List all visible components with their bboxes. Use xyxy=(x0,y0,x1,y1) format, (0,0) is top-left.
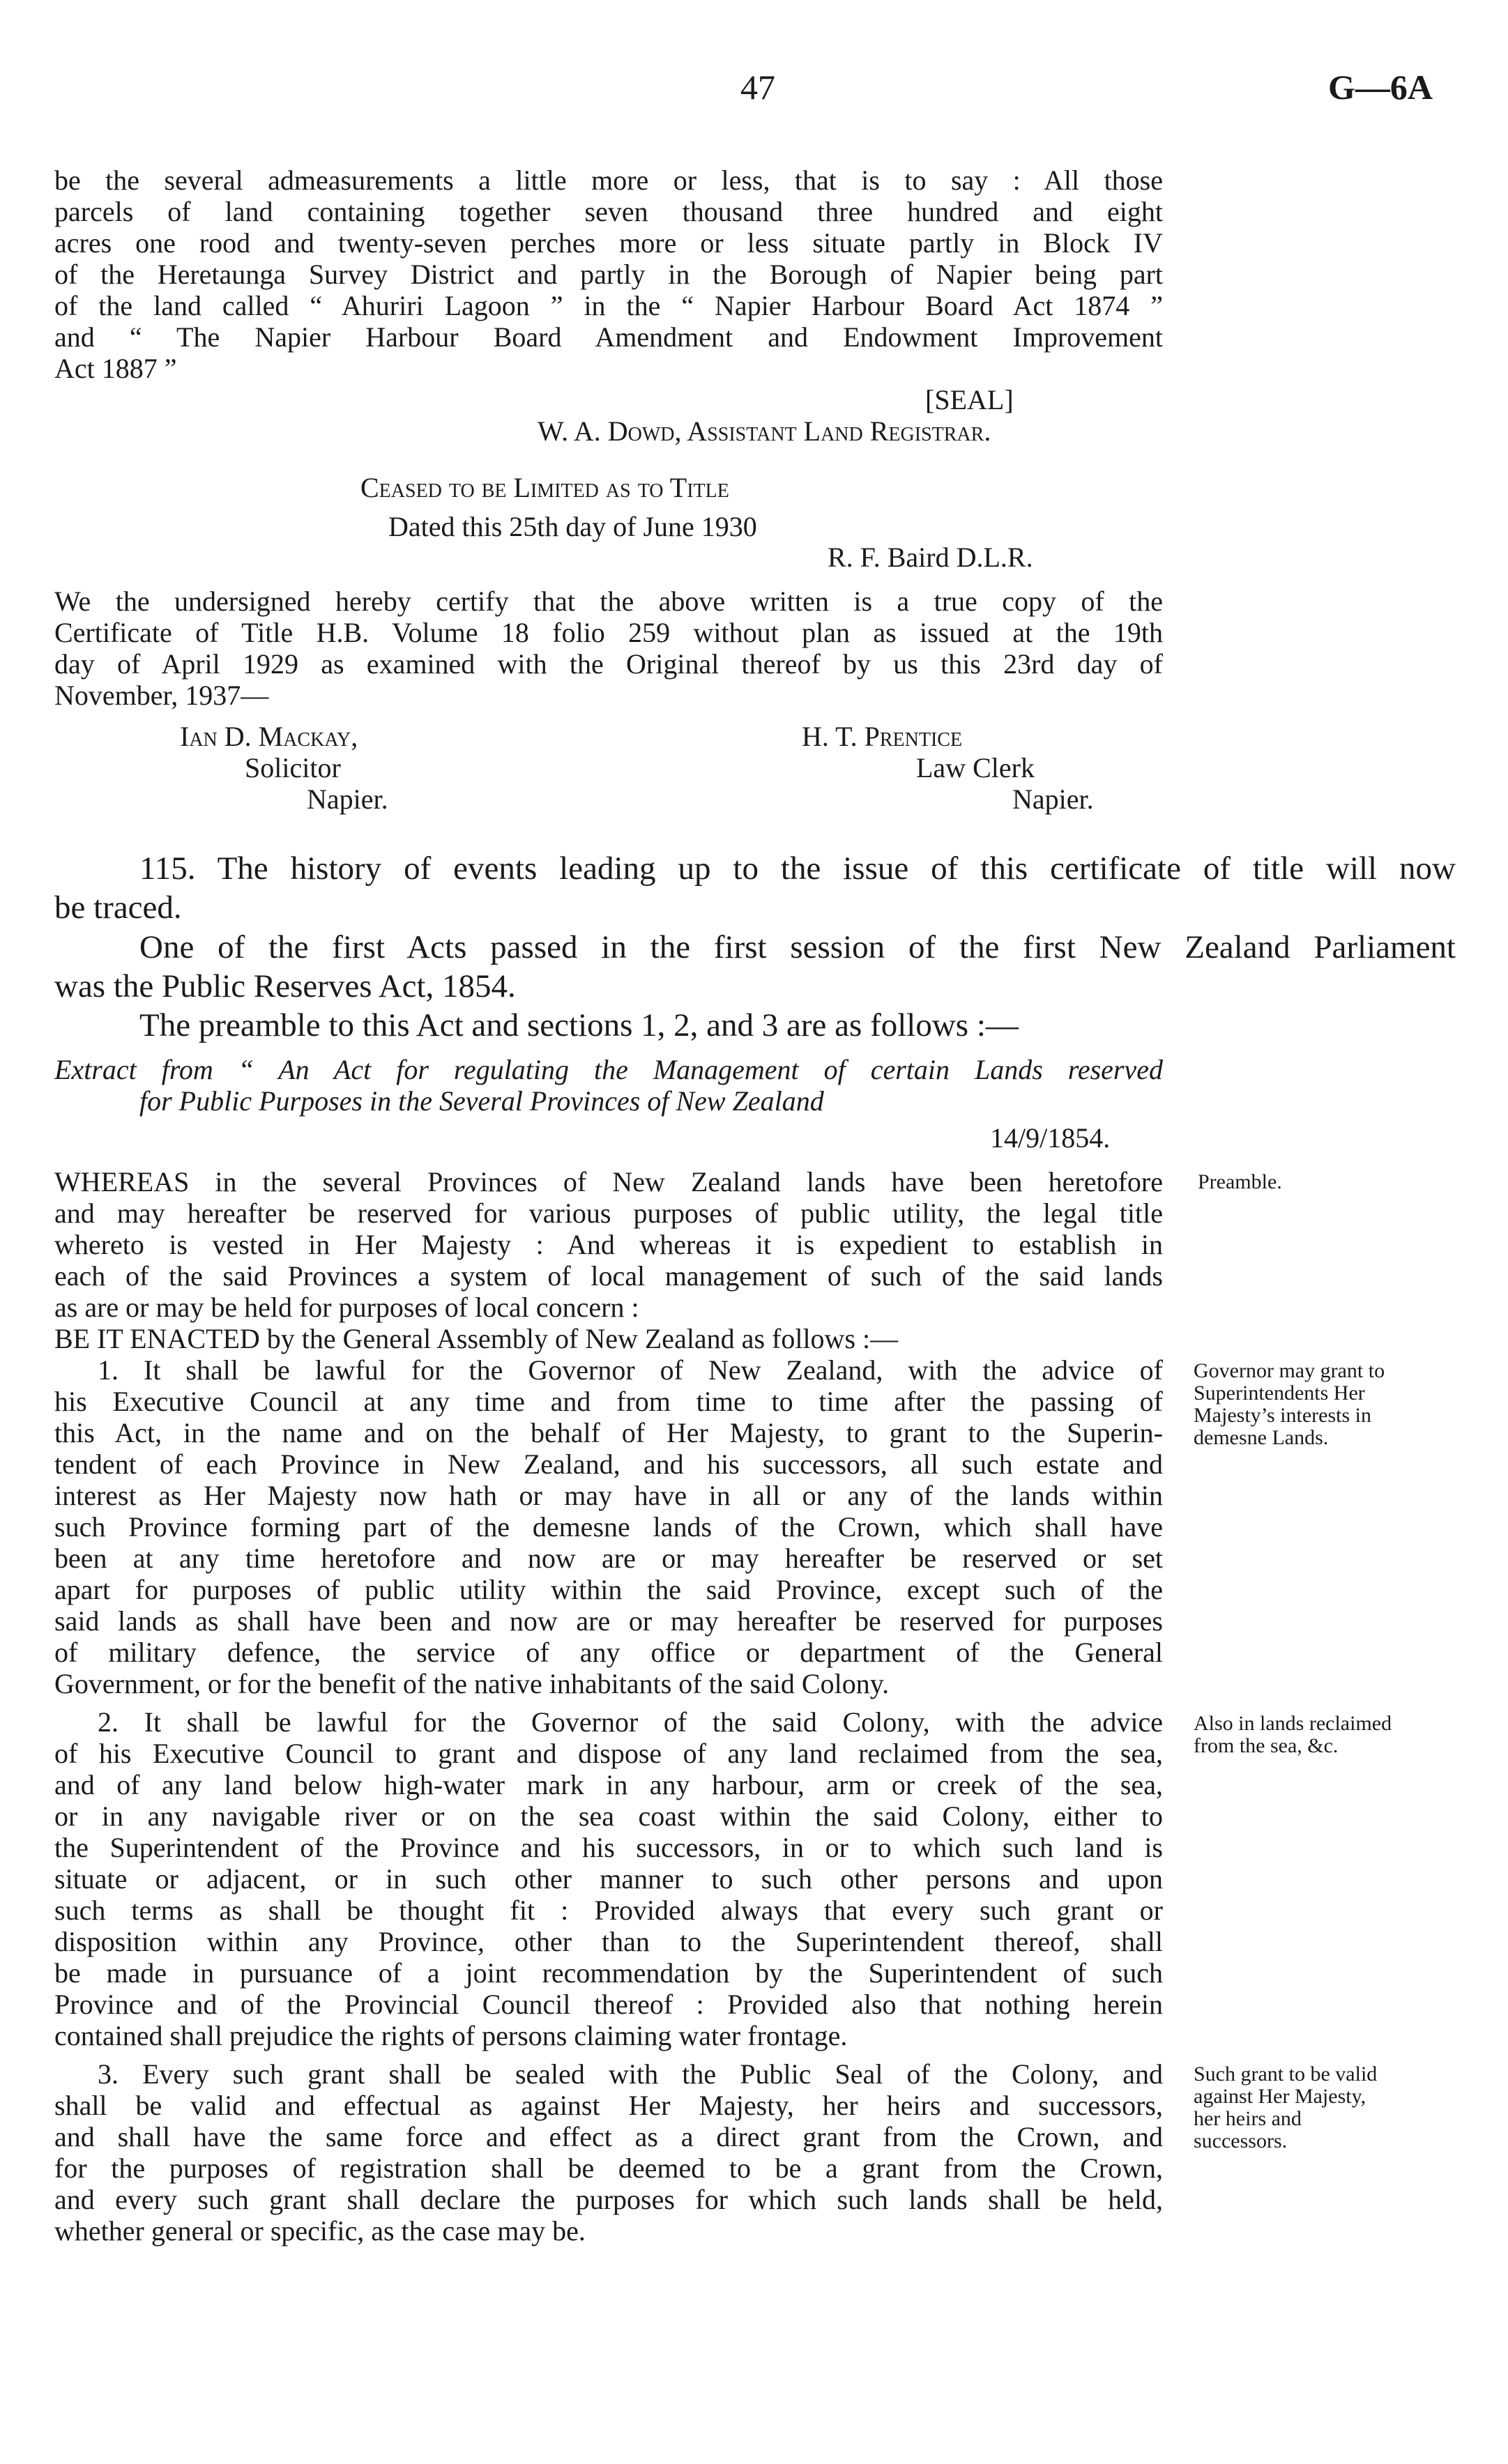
margin-note-line: demesne Lands. xyxy=(1194,1426,1329,1449)
enacting-clause: BE IT ENACTED by the General Assembly of New Zealand as follows :— xyxy=(54,1323,899,1354)
section-1-line: this Act, in the name and on the behalf of Her Majesty, to grant to the Superin- xyxy=(54,1417,1163,1448)
margin-note-line: Superintendents Her xyxy=(1194,1382,1365,1405)
section-3-line: 3. Every such grant shall be sealed with the Public Seal of the Colony, and xyxy=(98,2058,1163,2090)
dated-line: Dated this 25th day of June 1930 xyxy=(388,511,757,542)
section-2-line: such terms as shall be thought fit : Provided always that every such grant or xyxy=(54,1895,1163,1926)
margin-note-preamble: Preamble. xyxy=(1198,1170,1282,1193)
section-3-line: for the purposes of registration shall be deemed to be a grant from the Crown, xyxy=(54,2152,1163,2184)
section-2-line: the Superintendent of the Province and his successors, in or to which such land is xyxy=(54,1832,1163,1863)
body-line: One of the first Acts passed in the first session of the first New Zealand Parliament xyxy=(139,929,1456,965)
section-2-line: or in any navigable river or on the sea coast within the said Colony, either to xyxy=(54,1800,1163,1832)
section-2-line: disposition within any Province, other than to the Superintendent thereof, shall xyxy=(54,1926,1163,1957)
ceased-heading: Ceased to be Limited as to Title xyxy=(360,472,729,503)
section-1-line: Government, or for the benefit of the native inhabitants of the said Colony. xyxy=(54,1668,890,1699)
section-2-line: be made in pursuance of a joint recommendation by the Superintendent of such xyxy=(54,1957,1163,1989)
margin-note-line: Also in lands reclaimed xyxy=(1194,1712,1392,1735)
signatory-name: Ian D. Mackay, xyxy=(180,721,358,752)
section-1-line: his Executive Council at any time and from time to time after the passing of xyxy=(54,1386,1163,1417)
section-3-line: whether general or specific, as the case may be. xyxy=(54,2215,586,2247)
body-line: was the Public Reserves Act, 1854. xyxy=(54,968,516,1004)
signatory-title: Law Clerk xyxy=(916,752,1035,783)
extract-date: 14/9/1854. xyxy=(990,1122,1111,1154)
certify-line: We the undersigned hereby certify that the above written is a true copy of the xyxy=(54,586,1163,617)
section-1-line: tendent of each Province in New Zealand, and his successors, all such estate and xyxy=(54,1448,1163,1480)
section-2-line: and of any land below high-water mark in any harbour, arm or creek of the sea, xyxy=(54,1769,1163,1800)
margin-note-line: from the sea, &c. xyxy=(1194,1734,1339,1757)
body-line: The preamble to this Act and sections 1, 2, and 3 are as follows :— xyxy=(139,1007,1019,1043)
margin-note-line: Governor may grant to xyxy=(1194,1359,1385,1382)
certify-line: day of April 1929 as examined with the Original thereof by us this 23rd day of xyxy=(54,648,1163,680)
certificate-line: and “ The Napier Harbour Board Amendment and Endowment Improvement xyxy=(54,321,1163,353)
signatory-name: H. T. Prentice xyxy=(802,721,963,752)
preamble-line: each of the said Provinces a system of local management of such of the said lands xyxy=(54,1260,1163,1292)
certificate-line: acres one rood and twenty-seven perches more or less situate partly in Block IV xyxy=(54,227,1163,259)
extract-title: Extract from “ An Act for regulating the Management of certain Lands reserved xyxy=(54,1054,1163,1085)
certificate-line: of the land called “ Ahuriri Lagoon ” in the “ Napier Harbour Board Act 1874 ” xyxy=(54,290,1163,321)
section-1-line: apart for purposes of public utility within the said Province, except such of the xyxy=(54,1574,1163,1605)
preamble-line: WHEREAS in the several Provinces of New Zealand lands have been heretofore xyxy=(54,1166,1163,1197)
section-3-line: and every such grant shall declare the purposes for which such lands shall be held, xyxy=(54,2184,1163,2215)
section-2-line: situate or adjacent, or in such other manner to such other persons and upon xyxy=(54,1863,1163,1895)
section-1-line: such Province forming part of the demesne lands of the Crown, which shall have xyxy=(54,1511,1163,1543)
margin-note-line: her heirs and xyxy=(1194,2107,1302,2130)
seal-label: [SEAL] xyxy=(925,384,1014,415)
section-1-line: of military defence, the service of any office or department of the General xyxy=(54,1637,1163,1668)
section-1-line: said lands as shall have been and now are or may hereafter be reserved for purposes xyxy=(54,1605,1163,1637)
section-1-line: been at any time heretofore and now are or may hereafter be reserved or set xyxy=(54,1543,1163,1574)
section-2-line: contained shall prejudice the rights of persons claiming water frontage. xyxy=(54,2020,848,2051)
page-number: 47 xyxy=(740,68,775,107)
section-1-line: 1. It shall be lawful for the Governor of New Zealand, with the advice of xyxy=(98,1354,1163,1386)
dlr-signature: R. F. Baird D.L.R. xyxy=(828,542,1033,573)
preamble-line: as are or may be held for purposes of local concern : xyxy=(54,1292,639,1323)
section-3-line: and shall have the same force and effect as a direct grant from the Crown, and xyxy=(54,2121,1163,2152)
section-1-line: interest as Her Majesty now hath or may have in all or any of the lands within xyxy=(54,1480,1163,1511)
certificate-line: of the Heretaunga Survey District and partly in the Borough of Napier being part xyxy=(54,259,1163,290)
certify-line: November, 1937— xyxy=(54,680,269,711)
certificate-line: Act 1887 ” xyxy=(54,353,177,384)
signatory-title: Solicitor xyxy=(245,752,341,783)
preamble-line: whereto is vested in Her Majesty : And whereas it is expedient to establish in xyxy=(54,1229,1163,1260)
document-reference: G—6A xyxy=(1328,68,1433,107)
body-line: be traced. xyxy=(54,889,182,926)
section-3-line: shall be valid and effectual as against Her Majesty, her heirs and successors, xyxy=(54,2090,1163,2121)
registrar-signature: W. A. Dowd, Assistant Land Registrar. xyxy=(538,415,991,447)
margin-note-line: Majesty’s interests in xyxy=(1194,1404,1371,1427)
certify-line: Certificate of Title H.B. Volume 18 folio 259 without plan as issued at the 19th xyxy=(54,617,1163,648)
margin-note-line: Such grant to be valid xyxy=(1194,2063,1378,2086)
margin-note-line: successors. xyxy=(1194,2129,1288,2152)
certificate-line: parcels of land containing together seven thousand three hundred and eight xyxy=(54,196,1163,227)
body-line: 115. The history of events leading up to the issue of this certificate of title will now xyxy=(139,850,1456,887)
margin-note-line: against Her Majesty, xyxy=(1194,2085,1366,2108)
section-2-line: Province and of the Provincial Council thereof : Provided also that nothing herein xyxy=(54,1989,1163,2020)
section-2-line: 2. It shall be lawful for the Governor of the said Colony, with the advice xyxy=(98,1706,1163,1738)
signatory-place: Napier. xyxy=(1012,783,1094,815)
extract-title: for Public Purposes in the Several Provinces of New Zealand xyxy=(139,1085,824,1117)
preamble-line: and may hereafter be reserved for various purposes of public utility, the legal title xyxy=(54,1197,1163,1229)
certificate-line: be the several admeasurements a little more or less, that is to say : All those xyxy=(54,164,1163,196)
section-2-line: of his Executive Council to grant and dispose of any land reclaimed from the sea, xyxy=(54,1738,1163,1769)
signatory-place: Napier. xyxy=(307,783,388,815)
